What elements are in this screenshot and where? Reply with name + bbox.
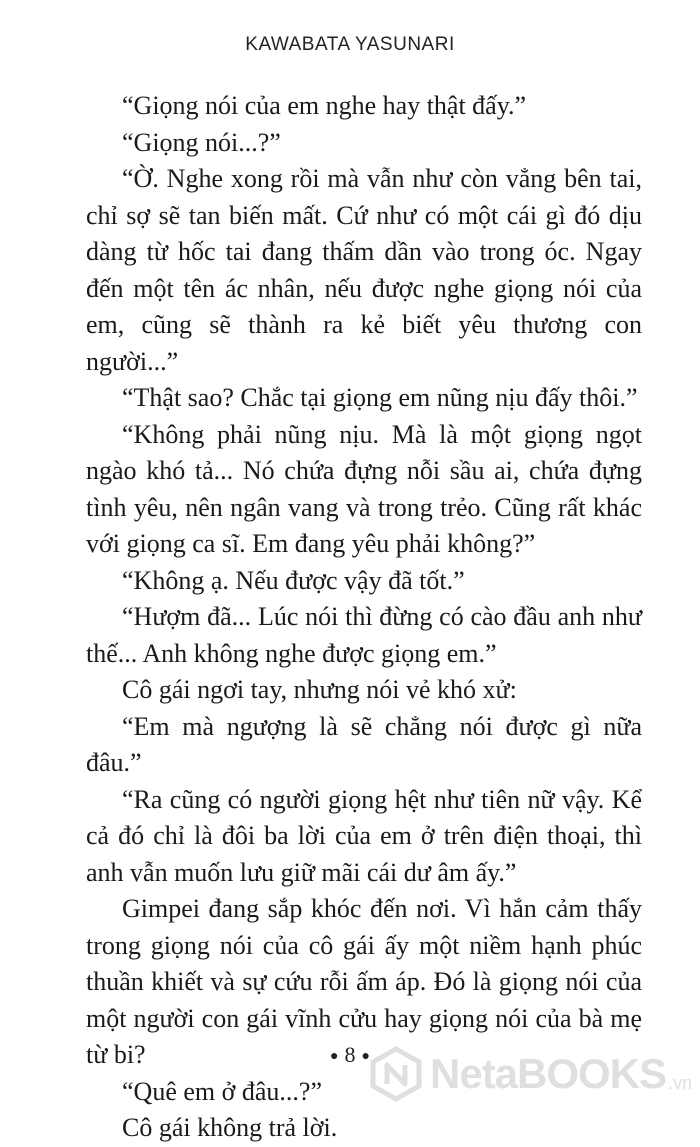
page-number-value: 8 (344, 1042, 356, 1067)
paragraph: “Quê em ở đâu...?” (122, 1076, 322, 1106)
paragraph: “Giọng nói của em nghe hay thật đấy.” (122, 91, 527, 120)
watermark-suffix: .vn (668, 1073, 693, 1093)
paragraph: “Em mà ngượng là sẽ chẳng nói được gì nữa đâu.” (86, 711, 642, 777)
paragraph: “Ờ. Nghe xong rồi mà vẫn như còn vẳng bên tai, chỉ sợ sẽ tan biến mất. Cứ như có một cái gì đó dịu dàng từ hốc tai đang thấm dần vào trong óc. Ngay đến một tên ác nhân, nếu được nghe giọng nói của em, cũng sẽ thành ra kẻ biết yêu thương con người...” (86, 164, 642, 376)
paragraph: Cô gái ngơi tay, nhưng nói vẻ khó xử: (122, 675, 517, 704)
paragraph: “Thật sao? Chắc tại giọng em nũng nịu đấy thôi.” (122, 383, 638, 412)
paragraph: “Không phải nũng nịu. Mà là một giọng ngọt ngào khó tả... Nó chứa đựng nỗi sầu ai, chứa đựng tình yêu, nên ngân vang và trong trẻo. Cũng rất khác với giọng ca sĩ. Em đang yêu phải không?” (86, 419, 642, 558)
bullet-icon: ● (361, 1048, 370, 1064)
paragraph: “Giọng nói...?” (122, 127, 281, 157)
watermark-brand: NetaBOOKS (430, 1050, 667, 1097)
bullet-icon: ● (330, 1048, 339, 1064)
body-text (86, 88, 642, 1147)
paragraph: “Ra cũng có người giọng hệt như tiên nữ vậy. Kể cả đó chỉ là đôi ba lời của em ở trên điện thoại, thì anh vẫn muốn lưu giữ mãi cái dư âm ấy.” (86, 784, 642, 887)
paragraph: “Hượm đã... Lúc nói thì đừng có cào đầu anh như thế... Anh không nghe được giọng em.” (86, 602, 642, 668)
running-header: KAWABATA YASUNARI (245, 34, 455, 55)
paragraph: Gimpei đang sắp khóc đến nơi. Vì hắn cảm thấy trong giọng nói của cô gái ấy một niềm hạnh phúc thuần khiết và sự cứu rỗi ấm áp. Đó là giọng nói của một người con gái vĩnh cửu hay giọng nói của bà mẹ từ bi? (86, 894, 642, 1069)
watermark (368, 1040, 693, 1108)
paragraph: Cô gái không trả lời. (122, 1113, 338, 1142)
netabooks-logo-icon (368, 1046, 424, 1102)
paragraph: “Không ạ. Nếu được vậy đã tốt.” (122, 565, 465, 595)
